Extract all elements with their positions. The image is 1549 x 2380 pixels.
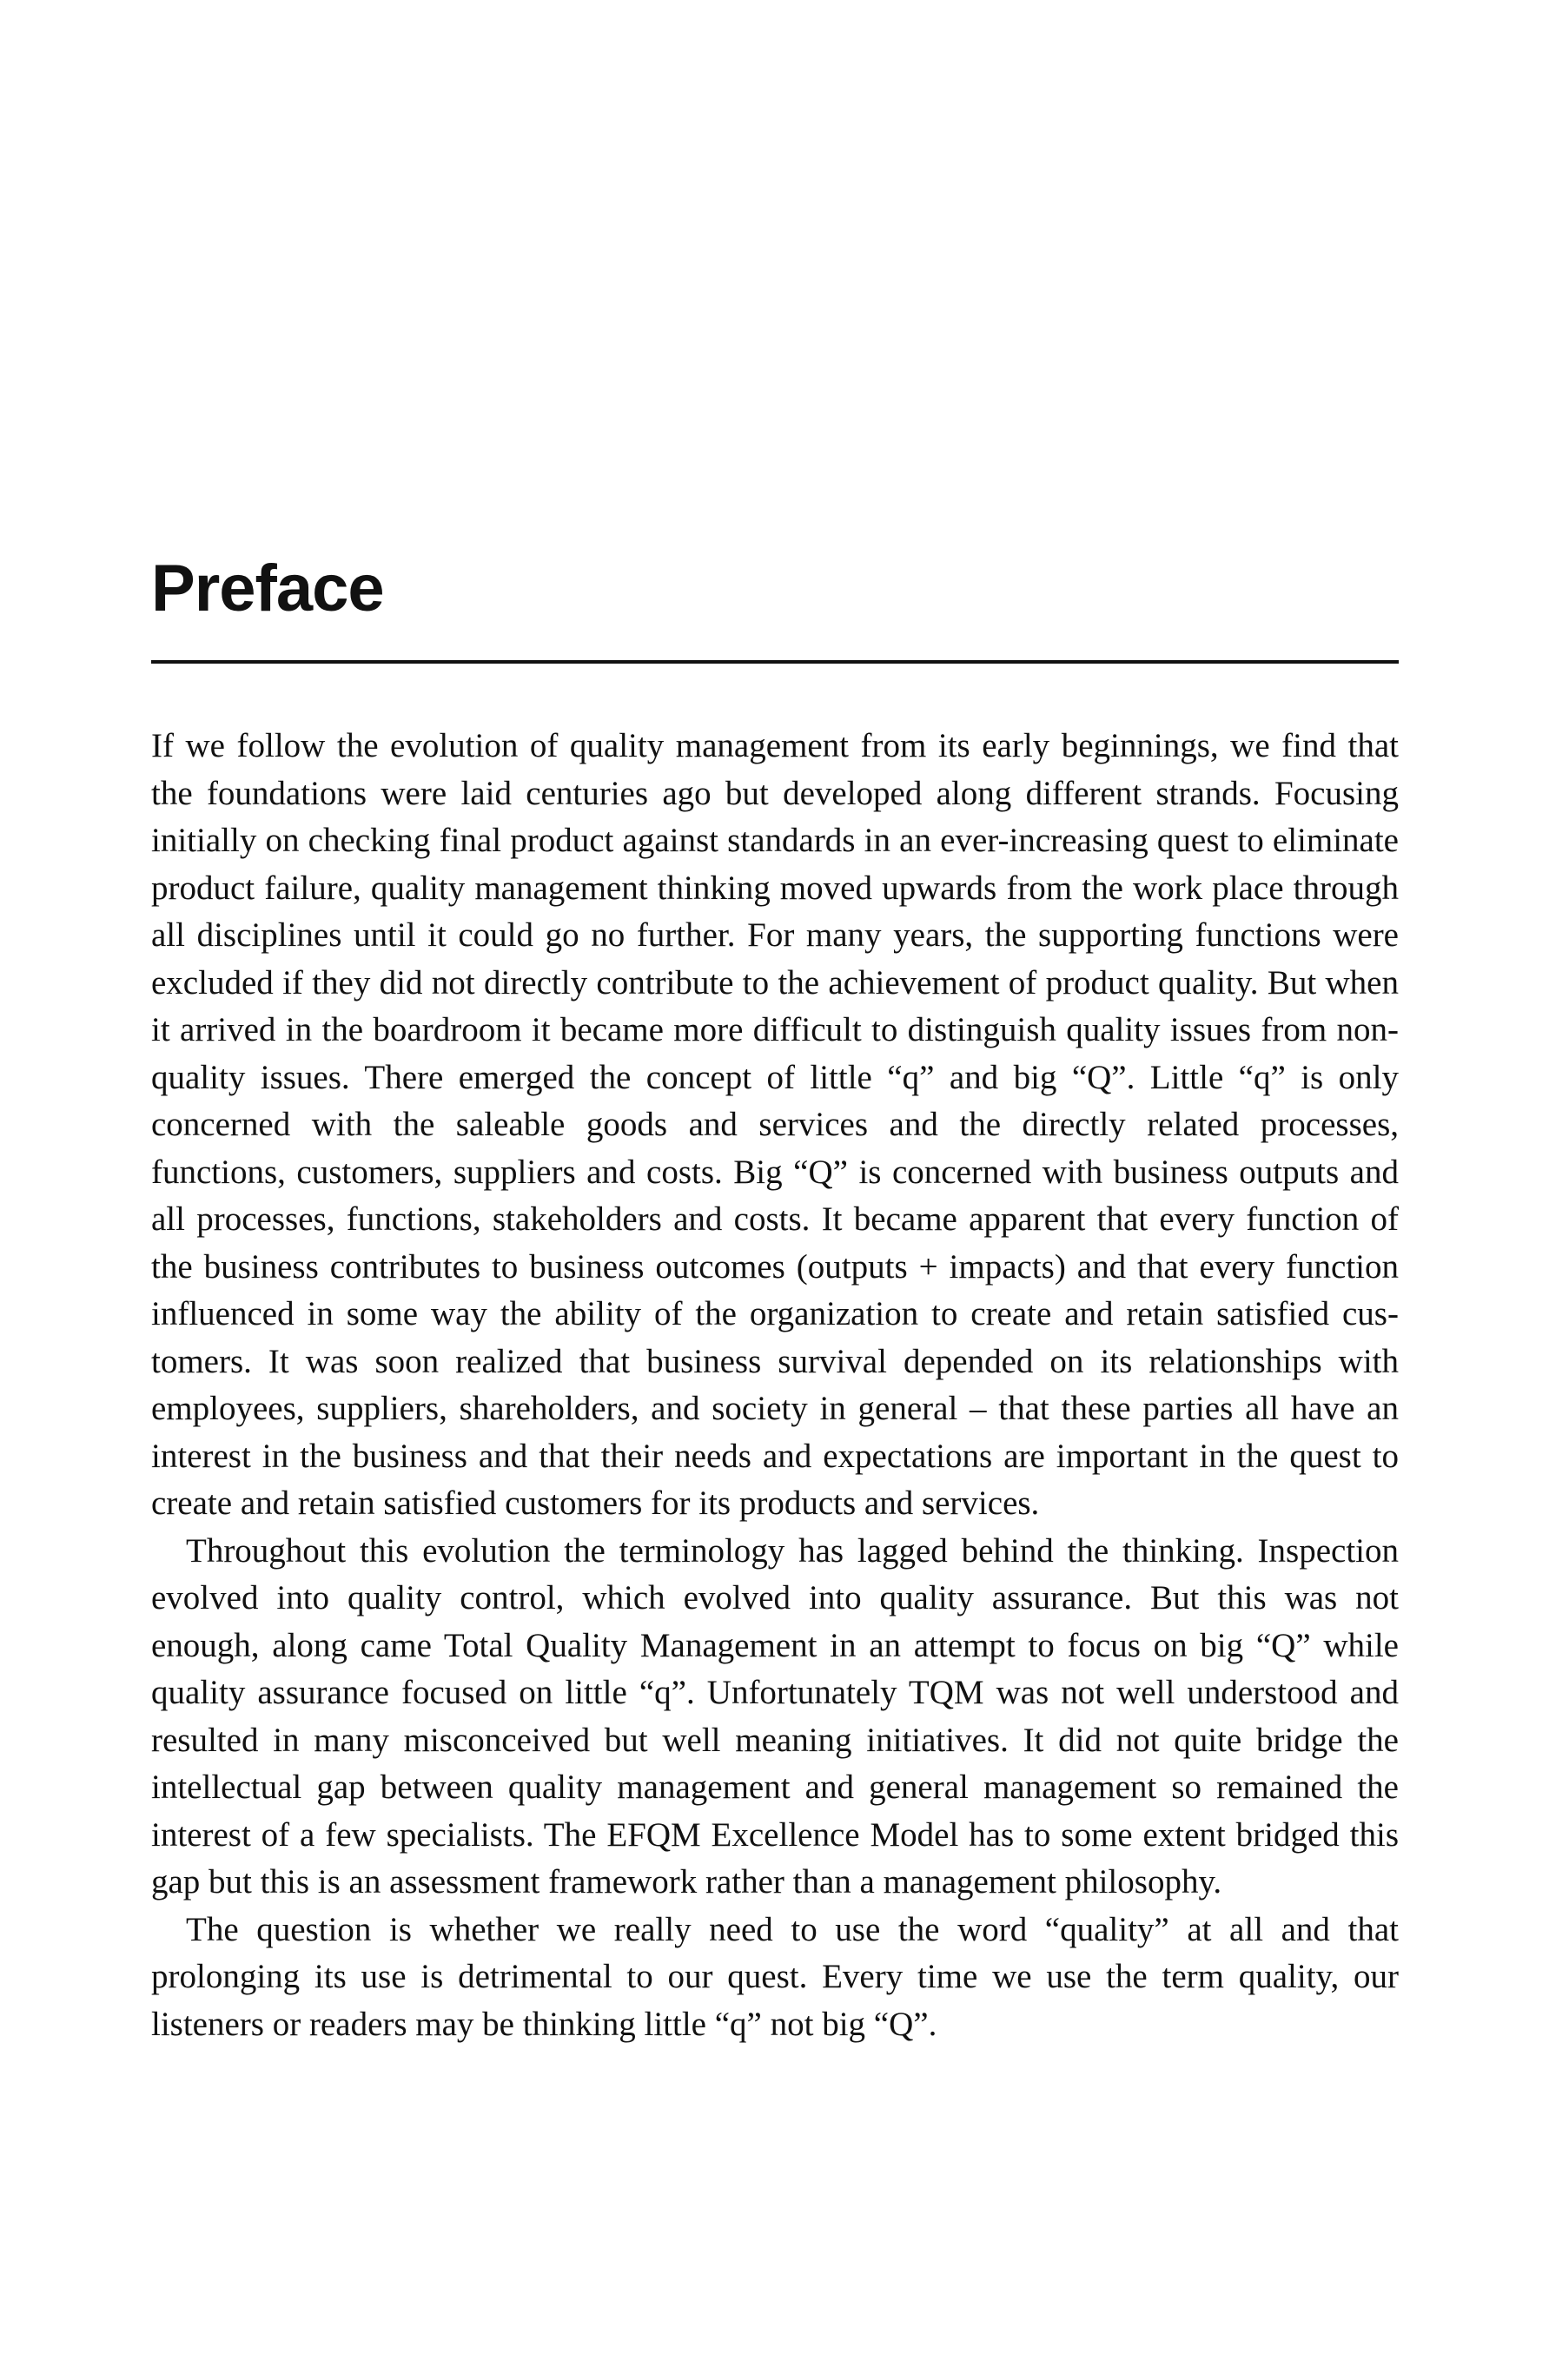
paragraph: Throughout this evolution the terminology has lagged behind the thinking. Inspection evolved into quality control, which evolved into quality assurance. But this was not enough, along came Total Quality Management in an attempt to focus on big “Q” while quality assurance focused on little “q”. Unfortunately TQM was not well understood and resulted in many misconceived but well meaning initiatives. It did not quite bridge the intellectual gap between quality management and general management so remained the interest of a few specialists. The EFQM Excellence Model has to some extent bridged this gap but this is an assessment framework rather than a management philosophy.	[151, 1531, 1399, 1901]
body-text	[151, 723, 1399, 2048]
paragraph: If we follow the evolution of quality management from its early beginnings, we find that the foundations were laid centuries ago but developed along different strands. Focusing initially on checking final product against standards in an ever-increasing quest to eliminate product failure, quality management thinking moved upwards from the work place through all disciplines until it could go no further. For many years, the supporting functions were excluded if they did not directly contribute to the achievement of product quality. But when it arrived in the boardroom it became more difficult to distinguish quality issues from non-quality issues. There emerged the concept of little “q” and big “Q”. Little “q” is only concerned with the saleable goods and services and the directly related processes, functions, customers, suppliers and costs. Big “Q” is concerned with business outputs and all processes, functions, stakeholders and costs. It became apparent that every function of the business contributes to business outcomes (outputs + impacts) and that every function influenced in some way the ability of the organization to create and retain satisfied customers. It was soon realized that business survival depended on its relationships with employees, suppliers, shareholders, and society in general – that these parties all have an interest in the business and that their needs and expectations are important in the quest to create and retain satisfied customers for its products and services.	[151, 727, 1399, 1522]
chapter-title: Preface	[151, 552, 384, 625]
title-divider	[151, 660, 1399, 664]
paragraph: The question is whether we really need to use the word “quality” at all and that prolonging its use is detrimental to our quest. Every time we use the term quality, our listeners or readers may be thinking little “q” not big “Q”.	[151, 1910, 1399, 2043]
